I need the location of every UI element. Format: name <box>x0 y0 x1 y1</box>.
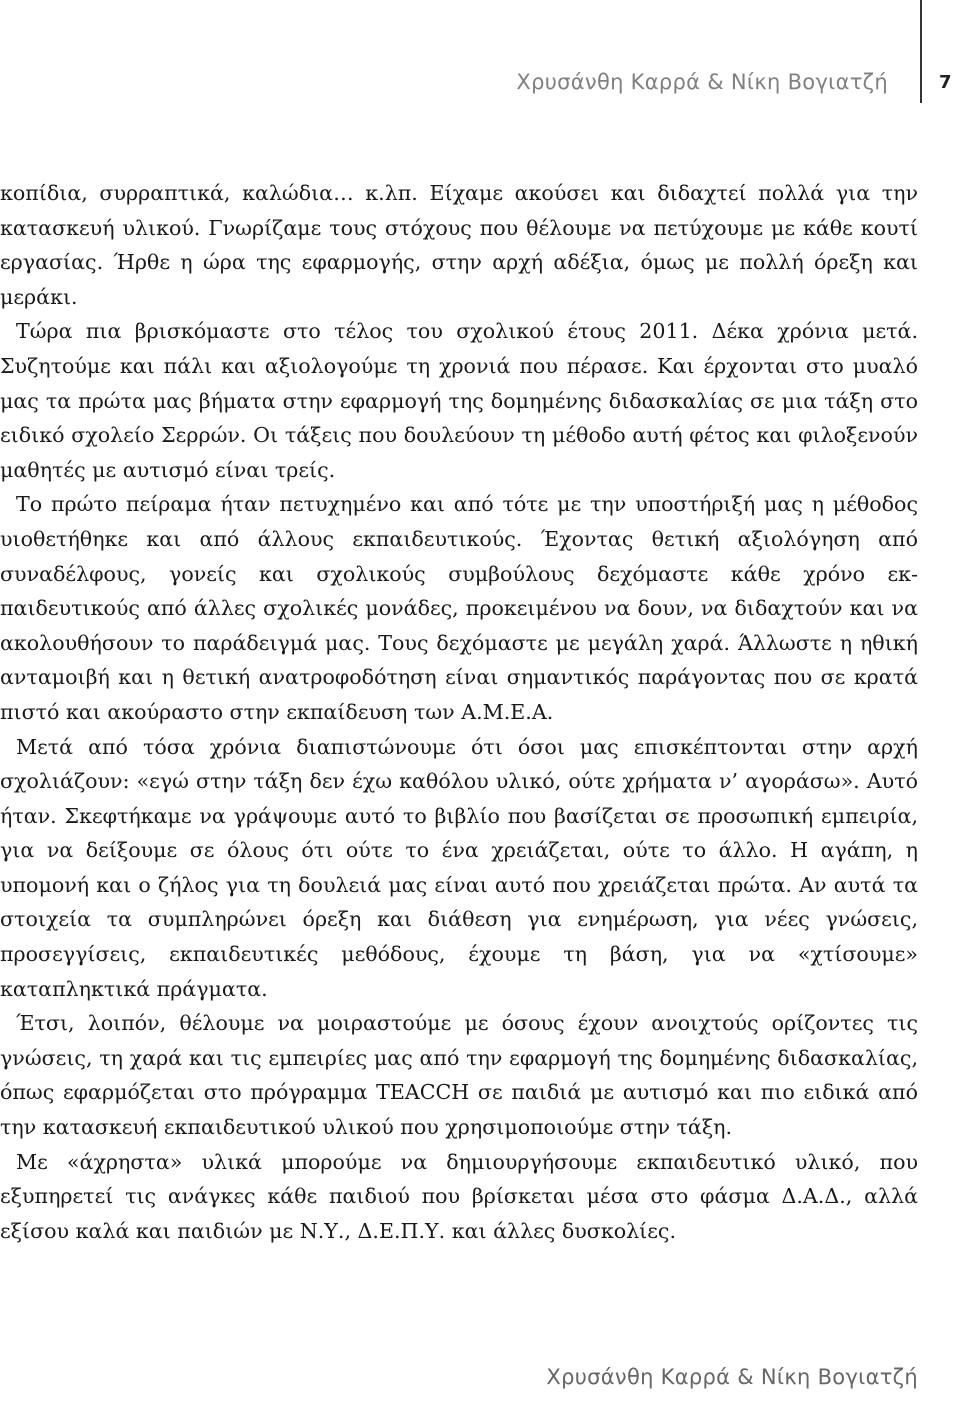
running-header-title: Χρυσάνθη Καρρά & Νίκη Βογιατζή <box>516 70 888 94</box>
running-footer-title: Χρυσάνθη Καρρά & Νίκη Βογιατζή <box>546 1365 918 1389</box>
paragraph-3: Το πρώτο πείραμα ήταν πετυχημένο και από τότε με την υποστήριξή μας η μέθοδος υιοθετήθηκε και από άλλους εκπαιδευτικούς. Έχοντας θετική αξιολόγηση από συναδέλφους, γονείς και σχολικούς συμβούλους δεχόμαστε κάθε χρόνο εκπαιδευτικούς από άλλες σχολικές μονάδες, προκειμένου να δουν, να διδαχτούν και να ακολουθήσουν το παράδειγμά μας. Τους δεχόμαστε με μεγάλη χαρά. Άλλωστε η ηθική ανταμοιβή και η θετική ανατροφοδότηση είναι σημαντικός παράγοντας που σε κρατά πιστό και ακούραστο στην εκπαίδευση των Α.Μ.Ε.Α. <box>0 492 918 724</box>
paragraph-5: Έτσι, λοιπόν, θέλουμε να μοιραστούμε με όσους έχουν ανοιχτούς ορίζοντες τις γνώσεις, τη χαρά και τις εμπειρίες μας από την εφαρμογή της δομημένης διδασκαλίας, όπως εφαρμόζεται στο πρόγραμμα TEACCH σε παιδιά με αυτισμό και πιο ειδικά από την κατασκευή εκπαιδευτικού υλικού που χρησιμοποιούμε στην τάξη. <box>0 1011 918 1140</box>
paragraph-2: Τώρα πια βρισκόμαστε στο τέλος του σχολικού έτους 2011. Δέκα χρόνια μετά. Συζητούμε και πάλι και αξιολογούμε τη χρονιά που πέρασε. Και έρχονται στο μυαλό μας τα πρώτα μας βήματα στην εφαρμογή της δομημένης διδασκαλίας σε μια τάξη στο ειδικό σχολείο Σερρών. Οι τάξεις που δουλεύουν τη μέθοδο αυτή φέτος και φιλοξενούν μαθητές με αυτισμό είναι τρείς. <box>0 319 918 482</box>
page-number: 7 <box>939 72 952 93</box>
paragraph-6: Με «άχρηστα» υλικά μπορούμε να δημιουργήσουμε εκπαιδευτικό υλικό, που εξυπηρετεί τις ανάγκες κάθε παιδιού που βρίσκεται μέσα στο φάσμα Δ.Α.Δ., αλλά εξίσου καλά και παιδιών με Ν.Υ., Δ.Ε.Π.Υ. και άλλες δυσκολίες. <box>0 1149 918 1243</box>
header-divider <box>920 0 922 103</box>
paragraph-1: κοπίδια, συρραπτικά, καλώδια… κ.λπ. Είχαμε ακούσει και διδαχτεί πολλά για την κατασκευή υλικού. Γνωρίζαμε τους στόχους που θέλουμε να πετύχουμε με κάθε κουτί εργασίας. Ήρθε η ώρα της εφαρμογής, στην αρχή αδέξια, όμως με πολλή όρεξη και μεράκι. <box>0 181 918 309</box>
body-text <box>0 176 918 1248</box>
paragraph-4: Μετά από τόσα χρόνια διαπιστώνουμε ότι όσοι μας επισκέπτονται στην αρχή σχολιάζουν: «εγώ στην τάξη δεν έχω καθόλου υλικό, ούτε χρήματα ν’ αγοράσω». Αυτό ήταν. Σκεφτήκαμε να γράψουμε αυτό το βιβλίο που βασίζεται σε προσωπική εμπειρία, για να δείξουμε σε όλους ότι ούτε το ένα χρειάζεται, ούτε το άλλο. Η αγάπη, η υπομονή και ο ζήλος για τη δουλειά μας είναι αυτό που χρειάζεται πρώτα. Αν αυτά τα στοιχεία τα συμπληρώνει όρεξη και διάθεση για ενημέρωση, για νέες γνώσεις, προσεγγίσεις, εκπαιδευτικές μεθόδους, έχουμε τη βάση, για να «χτίσουμε» καταπληκτικά πράγματα. <box>0 734 918 1001</box>
